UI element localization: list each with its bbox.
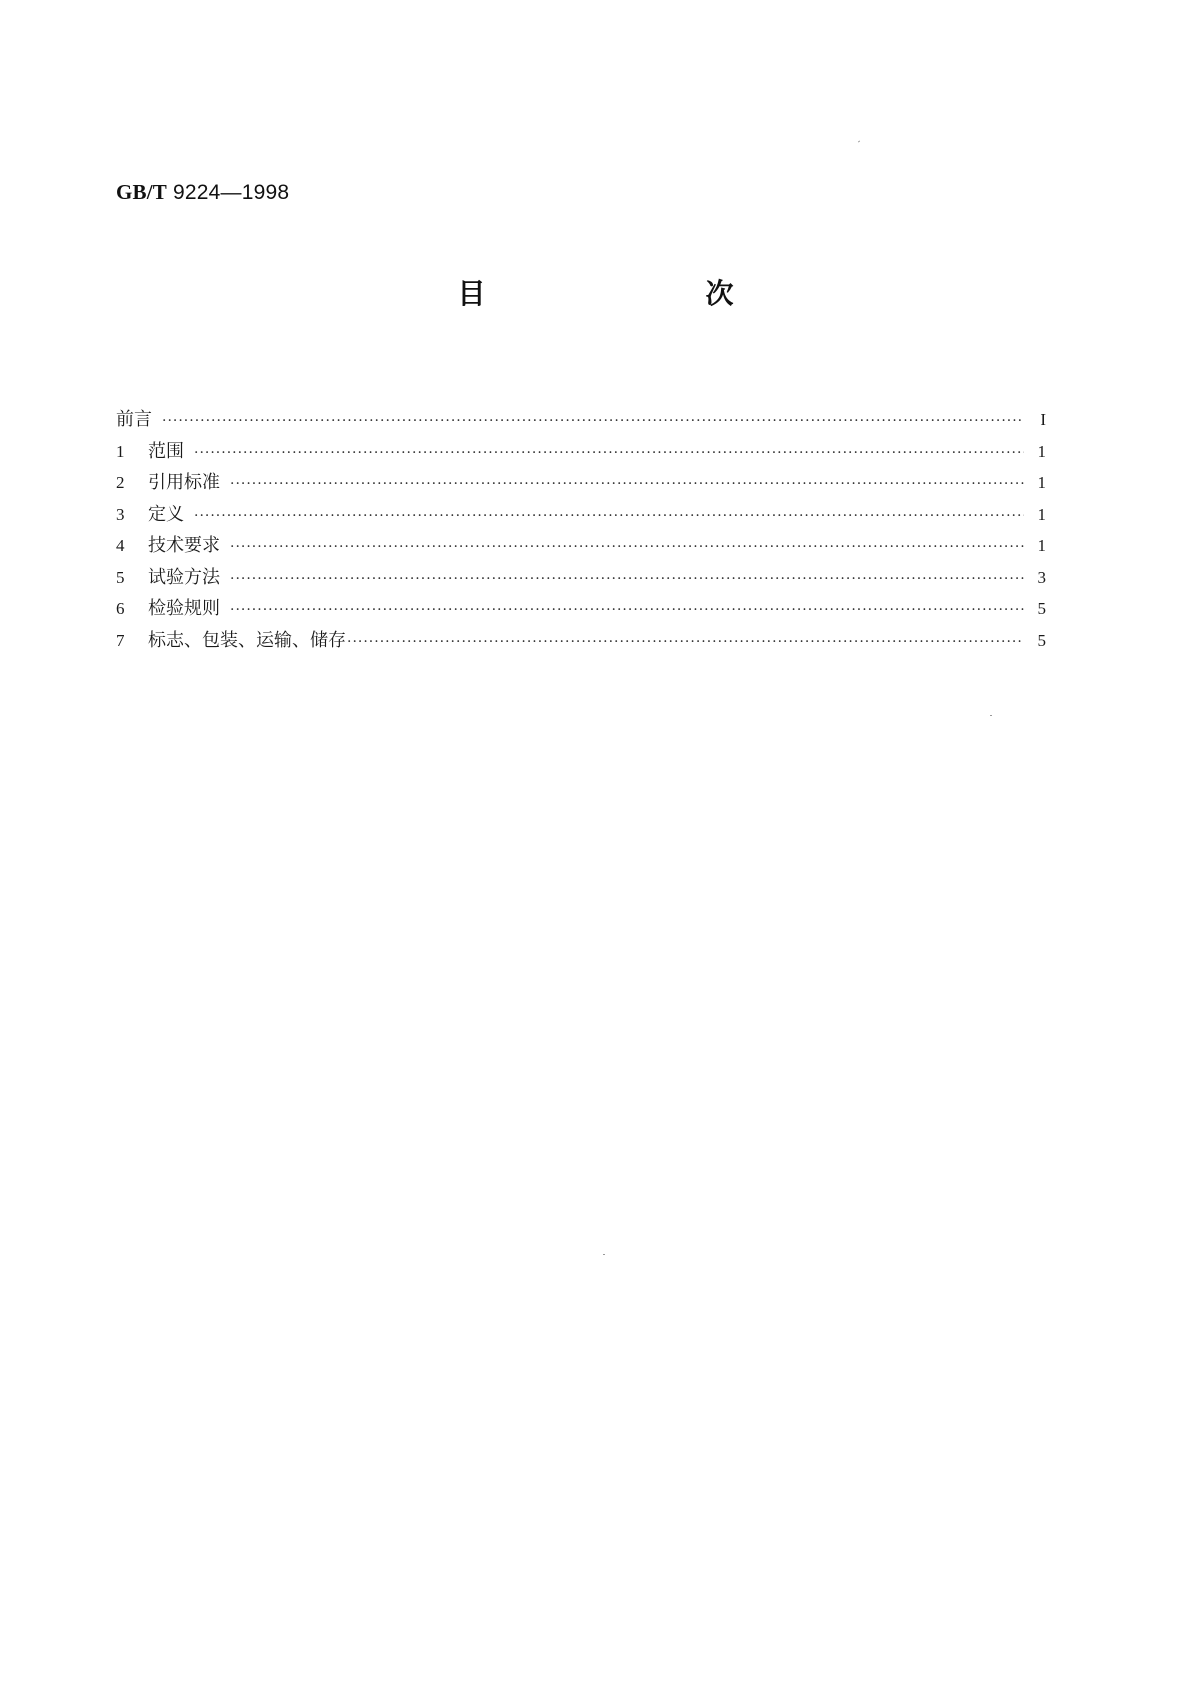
toc-entry-7[interactable] <box>116 625 1046 657</box>
table-of-contents <box>116 404 1046 656</box>
toc-leader-dots <box>194 501 1024 533</box>
toc-entry-number: 6 <box>116 599 125 618</box>
toc-leader-dots <box>230 532 1024 564</box>
toc-entry-4[interactable] <box>116 530 1046 562</box>
toc-entry-page: 1 <box>1037 536 1046 555</box>
document-code <box>116 180 289 205</box>
toc-leader-dots <box>162 406 1024 438</box>
toc-entry-title: 试验方法 <box>148 566 220 588</box>
scan-speck <box>990 715 992 716</box>
page-title: 目 次 <box>457 277 830 310</box>
standard-prefix: GB/T <box>116 180 167 204</box>
toc-entry-page: 3 <box>1037 567 1046 587</box>
toc-entry-page: 1 <box>1037 504 1046 524</box>
scan-speck <box>603 1254 605 1255</box>
toc-entry-page: 1 <box>1037 441 1046 461</box>
toc-leader-dots <box>194 438 1024 470</box>
scan-speck <box>858 140 860 142</box>
toc-entry-title: 定义 <box>148 503 184 525</box>
toc-entry-number: 4 <box>116 536 125 555</box>
toc-entry-6[interactable] <box>116 593 1046 625</box>
toc-entry-1[interactable] <box>116 436 1046 468</box>
toc-entry-title: 标志、包装、运输、储存 <box>148 629 346 651</box>
toc-entry-page: 5 <box>1037 599 1046 618</box>
toc-entry-title: 检验规则 <box>148 598 220 619</box>
toc-entry-page: 5 <box>1037 630 1046 650</box>
toc-entry-title: 技术要求 <box>148 535 220 556</box>
toc-entry-title: 引用标准 <box>148 472 220 493</box>
toc-entry-number: 2 <box>116 473 125 492</box>
toc-entry-title: 范围 <box>148 440 184 462</box>
toc-entry-5[interactable] <box>116 562 1046 594</box>
toc-entry-number: 1 <box>116 441 125 461</box>
toc-entry-3[interactable] <box>116 499 1046 531</box>
toc-entry-number: 5 <box>116 567 125 587</box>
toc-entry-page: 1 <box>1037 473 1046 492</box>
toc-entry-number: 7 <box>116 630 125 650</box>
standard-number: 9224—1998 <box>173 181 290 204</box>
toc-entry-2[interactable] <box>116 467 1046 499</box>
toc-leader-dots <box>347 627 1024 659</box>
toc-entry-foreword[interactable] <box>116 404 1046 436</box>
toc-entry-title: 前言 <box>116 409 152 430</box>
toc-entry-page: I <box>1040 410 1046 429</box>
toc-entry-number: 3 <box>116 504 125 524</box>
toc-leader-dots <box>230 564 1024 596</box>
toc-leader-dots <box>230 595 1024 627</box>
toc-leader-dots <box>230 469 1024 501</box>
